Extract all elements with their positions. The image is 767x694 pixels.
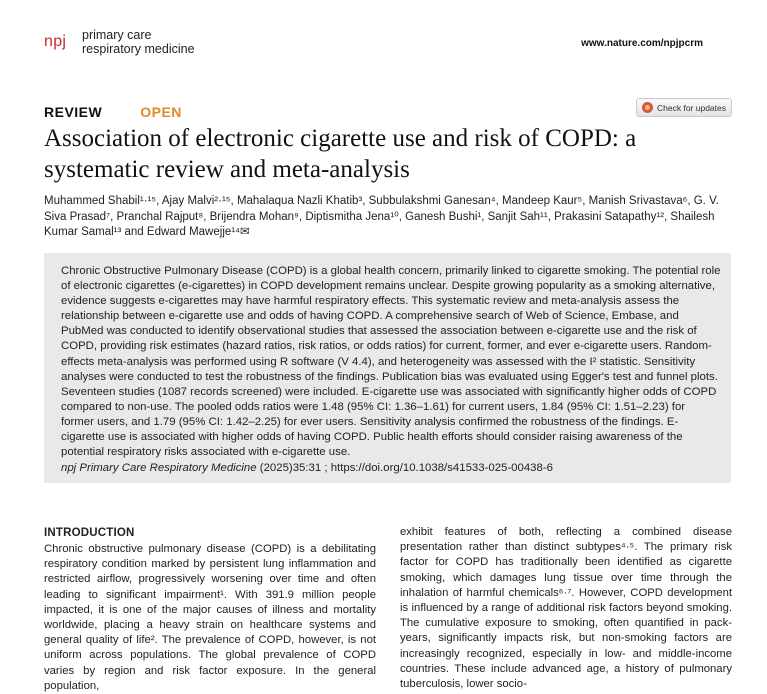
article-type-row <box>44 104 182 120</box>
journal-name-line2: respiratory medicine <box>82 42 195 56</box>
abstract-text: Chronic Obstructive Pulmonary Disease (COPD) is a global health concern, primarily linked to cigarette smoking. The potential role of electronic cigarettes (e-cigarettes) in COPD development remains unclear. Despite growing popularity as a smoking alternative, evidence suggests e-cigarettes may have harmful respiratory effects. This systematic review and meta-analysis assess the relationship between e-cigarette use and odds of having COPD. A comprehensive search of Web of Science, Embase, and PubMed was conducted to identify observational studies that assessed the association between e-cigarette use and the risk of COPD, providing risk estimates (hazard ratios, risk ratios, or odds ratios) for current, former, and ever e-cigarette users. Random-effects meta-analysis was performed using R software (V 4.4), and heterogeneity was assessed with the I² statistic. Sensitivity analyses were conducted to test the robustness of the findings. Publication bias was evaluated using Egger's test and funnel plots. Seventeen studies (1087 records screened) were included. E-cigarette use was associated with significantly higher odds of COPD compared to non-use. The pooled odds ratios were 1.48 (95% CI: 1.36–1.61) for current users, 1.84 (95% CI: 1.51–2.23) for former users, and 1.79 (95% CI: 1.42–2.25) for ever users. Sensitivity analysis confirmed the robustness of the findings. E-cigarette use is associated with higher odds of having COPD. Public health efforts should consider raising awareness of the potential respiratory risks associated with e-cigarette use. <box>61 265 721 459</box>
check-for-updates-button[interactable] <box>636 98 732 117</box>
npj-logo: npj <box>44 33 67 50</box>
introduction-right-column: exhibit features of both, reflecting a combined disease presentation rather than distinct subtypes⁴·⁵. The primary risk factor for COPD has traditionally been identified as cigarette smoking, which damages lung tissue over time through the inhalation of harmful chemicals⁶·⁷. However, COPD development is influenced by a range of additional risk factors beyond smoking. The cumulative exposure to smoking, often quantified in pack-years, significantly impacts risk, but non-smoking factors are increasingly recognized, especially in low- and middle-income countries. These include advanced age, a history of pulmonary tuberculosis, lower socio- <box>400 526 732 691</box>
open-access-label: OPEN <box>140 104 182 120</box>
check-updates-label: Check for updates <box>657 102 726 113</box>
check-updates-icon <box>642 102 653 113</box>
citation-doi[interactable]: (2025)35:31 ; https://doi.org/10.1038/s41533-025-00438-6 <box>256 462 553 474</box>
journal-url[interactable]: www.nature.com/npjpcrm <box>581 38 703 49</box>
introduction-left-column: Chronic obstructive pulmonary disease (COPD) is a debilitating respiratory condition marked by persistent lung inflammation and restricted airflow, progressively worsening over time and often leading to significant impairment¹. With 391.9 million people impacted, it is one of the major causes of illness and mortality worldwide, placing a heavy strain on healthcare systems and general quality of life². The prevalence of COPD, however, is not uniform across populations. The global prevalence of COPD varies by region and risk factor exposure. In the general population, <box>44 543 376 692</box>
introduction-heading: INTRODUCTION <box>44 527 135 539</box>
article-type: REVIEW <box>44 104 103 120</box>
journal-name-line1: primary care <box>82 28 152 42</box>
author-list: Muhammed Shabil¹·¹⁵, Ajay Malvi²·¹⁵, Mahalaqua Nazli Khatib³, Subbulakshmi Ganesan⁴, Mandeep Kaur⁵, Manish Srivastava⁶, G. V. Siva Prasad⁷, Pranchal Rajput⁸, Brijendra Mohan⁹, Diptismitha Jena¹⁰, Ganesh Bushi¹, Sanjit Sah¹¹, Prakasini Satapathy¹², Shailesh Kumar Samal¹³ and Edward Mawejje¹⁴✉ <box>44 195 719 238</box>
article-title: Association of electronic cigarette use and risk of COPD: a systematic review and meta-analysis <box>44 125 637 183</box>
journal-name <box>82 28 195 56</box>
citation-journal: npj Primary Care Respiratory Medicine <box>61 462 257 474</box>
citation-line <box>61 462 553 474</box>
